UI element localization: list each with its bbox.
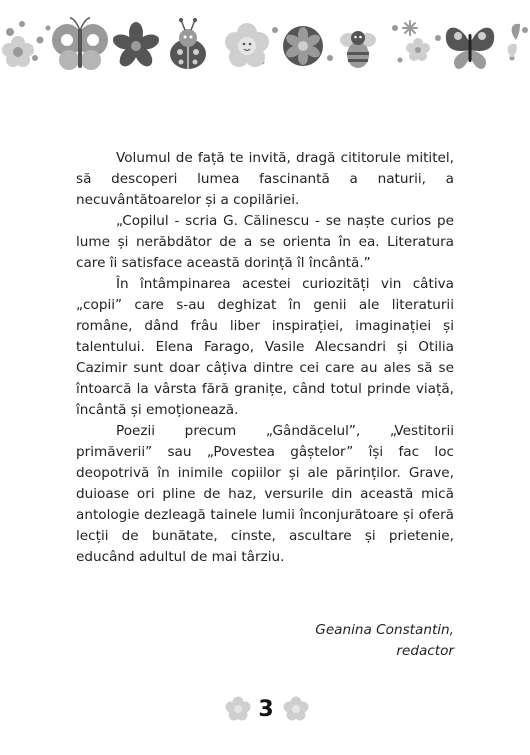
- signature-name: Geanina Constantin,: [315, 622, 454, 638]
- paragraph: „Copilul - scria G. Călinescu - se naște curios pe lume și nerăbdător de a se orienta în ea. Literatura care îi satisface această dorință îl încântă.”: [76, 213, 454, 271]
- leaf-icon: [508, 24, 520, 58]
- flower-icon: [111, 22, 161, 70]
- butterfly-icon: [52, 18, 108, 70]
- paragraph: În întâmpinarea acestei curiozități vin câtiva „copii” care s-au deghizat în genii ale literaturii române, dând frâu liber inspirației, imaginației și talentului. Elena Farago, Vasile Alecsandri și Otilia Cazimir sunt doar câțiva dintre cei care au ales să se întoarcă la vârsta fără granițe, când totul prinde viață, încântă și emoționează.: [76, 276, 454, 418]
- signature: [315, 620, 454, 662]
- signature-role: redactor: [396, 643, 454, 659]
- bee-icon: [340, 31, 376, 68]
- flower-icon: [225, 23, 269, 67]
- page-number: 3: [258, 697, 274, 722]
- paragraph: Poezii precum „Gândăcelul”, „Vestitorii primăverii” sau „Povestea gâștelor” își fac loc deopotrivă în inimile copiilor și ale părinților. Grave, duioase ori pline de haz, versurile din această mică antologie dezleagă tainele lumii înconjurătoare și oferă lecții de bunătate, cinste, ascultare și prietenie, educând adultul de mai târziu.: [76, 423, 454, 565]
- decorative-border: [0, 0, 530, 90]
- butterfly-icon: [446, 28, 494, 69]
- flower-icon: [284, 697, 309, 721]
- paragraph: Volumul de față te invită, dragă cititorule mititel, să descoperi lumea fascinantă a naturii, a necuvântătoarelor și a copilăriei.: [76, 150, 454, 208]
- star-icon: [403, 21, 417, 35]
- ladybug-icon: [170, 18, 206, 69]
- flower-icon: [283, 26, 323, 66]
- flower-icon: [2, 36, 34, 67]
- flower-icon: [406, 38, 430, 61]
- body-text: [76, 148, 454, 568]
- flower-icon: [226, 697, 251, 721]
